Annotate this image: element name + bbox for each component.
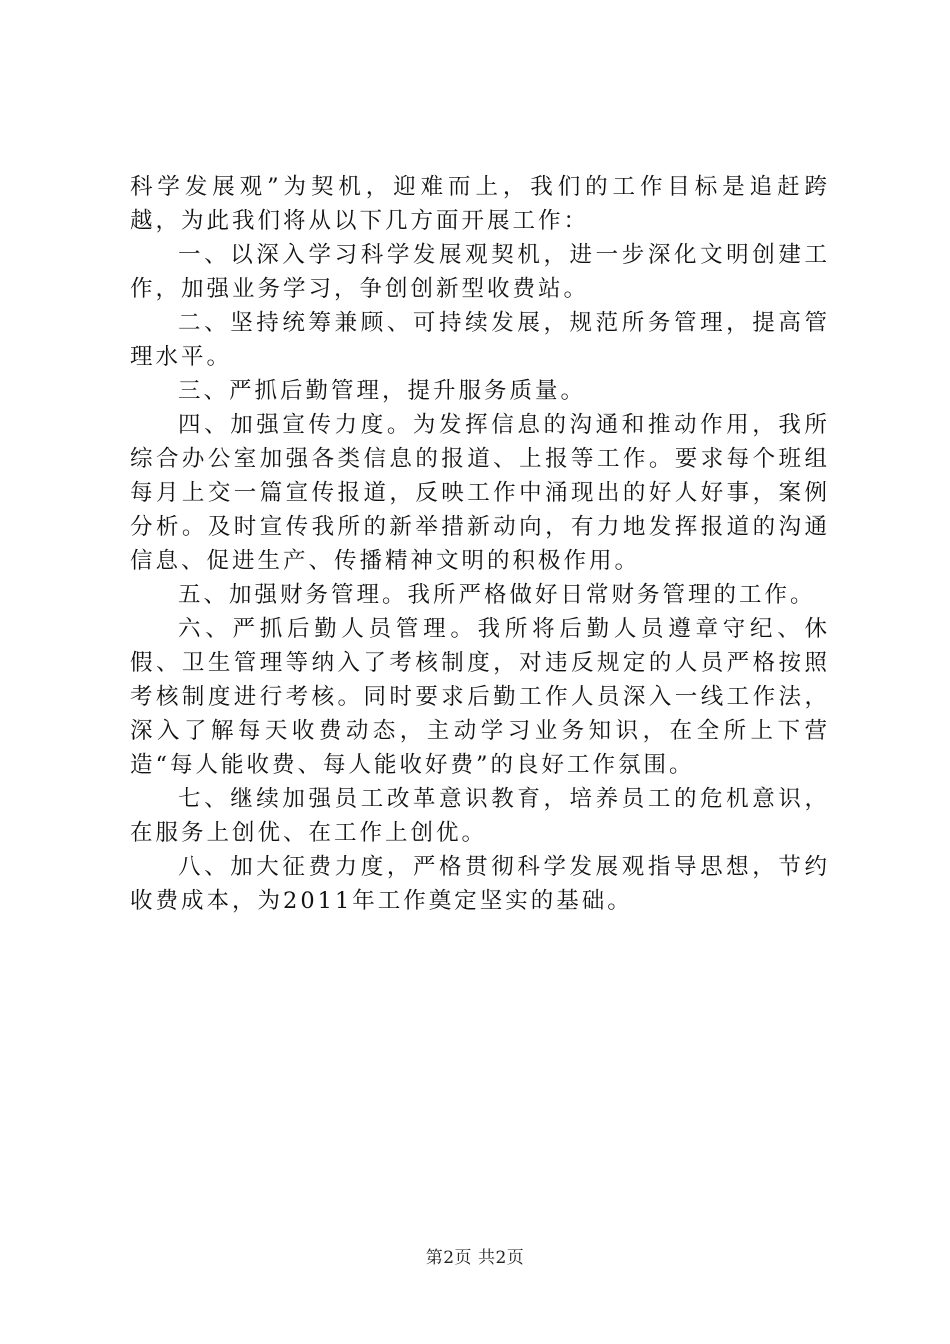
paragraph-intro: 科学发展观”为契机，迎难而上，我们的工作目标是追赶跨越，为此我们将从以下几方面开展工作： (130, 174, 830, 234)
paragraph-item-4: 四、加强宣传力度。为发挥信息的沟通和推动作用，我所综合办公室加强各类信息的报道、上报等工作。要求每个班组每月上交一篇宣传报道，反映工作中涌现出的好人好事，案例分析。及时宣传我所的新举措新动向，有力地发挥报道的沟通信息、促进生产、传播精神文明的积极作用。 (130, 412, 830, 574)
paragraph-item-1: 一、以深入学习科学发展观契机，进一步深化文明创建工作，加强业务学习，争创创新型收费站。 (130, 242, 830, 302)
paragraph-item-8: 八、加大征费力度，严格贯彻科学发展观指导思想，节约收费成本，为2011年工作奠定坚实的基础。 (130, 854, 830, 914)
paragraph-item-3: 三、严抓后勤管理，提升服务质量。 (178, 378, 587, 404)
page-number-label: 第2页 共2页 (425, 1248, 525, 1268)
paragraph-item-2: 二、坚持统筹兼顾、可持续发展，规范所务管理，提高管理水平。 (130, 310, 830, 370)
paragraph-item-7: 七、继续加强员工改革意识教育，培养员工的危机意识，在服务上创优、在工作上创优。 (130, 786, 830, 846)
document-body (130, 170, 830, 918)
paragraph-item-6: 六、严抓后勤人员管理。我所将后勤人员遵章守纪、休假、卫生管理等纳入了考核制度，对违反规定的人员严格按照考核制度进行考核。同时要求后勤工作人员深入一线工作法，深入了解每天收费动态，主动学习业务知识，在全所上下营造“每人能收费、每人能收好费”的良好工作氛围。 (130, 616, 830, 778)
page-footer (0, 1243, 950, 1268)
paragraph-item-5: 五、加强财务管理。我所严格做好日常财务管理的工作。 (178, 582, 816, 608)
